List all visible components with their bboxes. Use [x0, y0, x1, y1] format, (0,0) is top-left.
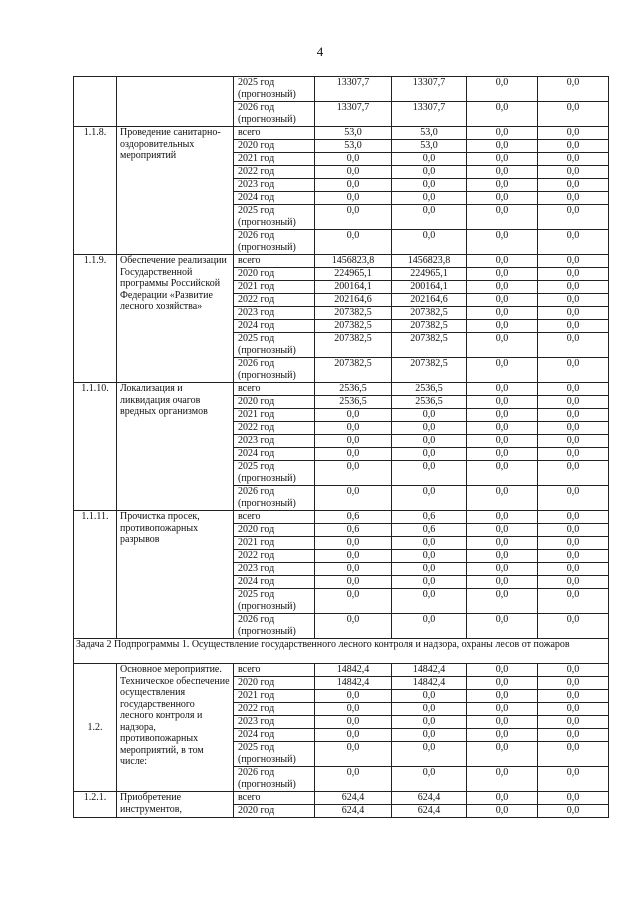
total-cell: 207382,5 [315, 320, 392, 333]
period-cell: 2024 год [234, 448, 315, 461]
total-cell: 1456823,8 [315, 255, 392, 268]
value-cell: 0,0 [467, 716, 538, 729]
total-cell: 2536,5 [315, 383, 392, 396]
total-cell: 14842,4 [315, 664, 392, 677]
total-cell: 0,6 [315, 511, 392, 524]
value-cell: 0,0 [538, 192, 609, 205]
value-cell: 0,0 [467, 486, 538, 511]
period-cell: 2024 год [234, 192, 315, 205]
value-cell: 0,0 [467, 255, 538, 268]
total-cell: 0,0 [315, 448, 392, 461]
value-cell: 0,0 [538, 281, 609, 294]
value-cell: 0,0 [392, 435, 467, 448]
value-cell: 624,4 [392, 805, 467, 818]
value-cell: 0,0 [392, 537, 467, 550]
total-cell: 0,0 [315, 576, 392, 589]
period-cell: всего [234, 127, 315, 140]
value-cell: 0,0 [467, 805, 538, 818]
period-cell: 2024 год [234, 320, 315, 333]
table-row [74, 255, 609, 268]
value-cell: 0,0 [467, 383, 538, 396]
total-cell: 0,0 [315, 461, 392, 486]
table-row [74, 127, 609, 140]
value-cell: 0,0 [467, 742, 538, 767]
value-cell: 0,0 [392, 230, 467, 255]
period-cell: 2025 год (прогнозный) [234, 461, 315, 486]
value-cell: 0,0 [392, 614, 467, 639]
value-cell: 0,0 [538, 396, 609, 409]
value-cell: 0,0 [392, 729, 467, 742]
value-cell: 0,0 [467, 281, 538, 294]
value-cell: 0,6 [392, 511, 467, 524]
value-cell: 0,0 [538, 127, 609, 140]
value-cell: 0,0 [467, 102, 538, 127]
value-cell: 0,0 [467, 576, 538, 589]
total-cell: 202164,6 [315, 294, 392, 307]
value-cell: 0,0 [538, 230, 609, 255]
value-cell: 0,0 [538, 333, 609, 358]
period-cell: 2023 год [234, 563, 315, 576]
total-cell: 0,0 [315, 729, 392, 742]
value-cell: 53,0 [392, 127, 467, 140]
value-cell: 207382,5 [392, 333, 467, 358]
value-cell: 0,0 [467, 333, 538, 358]
value-cell: 0,0 [467, 677, 538, 690]
period-cell: 2026 год (прогнозный) [234, 358, 315, 383]
value-cell: 624,4 [392, 792, 467, 805]
measure-code: 1.2.1. [74, 792, 117, 818]
total-cell: 200164,1 [315, 281, 392, 294]
measure-code: 1.1.11. [74, 511, 117, 639]
total-cell: 0,0 [315, 716, 392, 729]
value-cell: 0,0 [538, 409, 609, 422]
total-cell: 207382,5 [315, 358, 392, 383]
total-cell: 207382,5 [315, 333, 392, 358]
value-cell: 0,0 [467, 307, 538, 320]
value-cell: 0,0 [467, 268, 538, 281]
value-cell: 0,0 [467, 153, 538, 166]
measure-name [117, 77, 234, 127]
value-cell: 0,0 [538, 486, 609, 511]
value-cell: 0,0 [538, 435, 609, 448]
value-cell: 0,0 [467, 294, 538, 307]
value-cell: 0,0 [538, 153, 609, 166]
value-cell: 0,0 [467, 192, 538, 205]
value-cell: 0,0 [392, 742, 467, 767]
value-cell: 0,0 [538, 677, 609, 690]
value-cell: 207382,5 [392, 320, 467, 333]
period-cell: всего [234, 255, 315, 268]
total-cell: 0,0 [315, 742, 392, 767]
period-cell: 2026 год (прогнозный) [234, 102, 315, 127]
total-cell: 13307,7 [315, 102, 392, 127]
measure-code: 1.1.8. [74, 127, 117, 255]
measure-name: Обеспечение реализации Государственной программы Российской Федерации «Развитие лесного хозяйства» [117, 255, 234, 383]
value-cell: 0,0 [538, 102, 609, 127]
period-cell: 2026 год (прогнозный) [234, 486, 315, 511]
value-cell: 2536,5 [392, 396, 467, 409]
value-cell: 0,0 [538, 205, 609, 230]
value-cell: 0,0 [392, 422, 467, 435]
value-cell: 0,0 [538, 166, 609, 179]
value-cell: 0,0 [538, 550, 609, 563]
financing-table [73, 76, 609, 818]
value-cell: 0,0 [467, 563, 538, 576]
value-cell: 0,0 [392, 690, 467, 703]
period-cell: 2025 год (прогнозный) [234, 205, 315, 230]
value-cell: 0,0 [538, 358, 609, 383]
value-cell: 0,0 [392, 409, 467, 422]
table-row [74, 792, 609, 805]
table-body [74, 77, 609, 818]
value-cell: 0,0 [538, 805, 609, 818]
period-cell: 2022 год [234, 294, 315, 307]
value-cell: 0,0 [392, 767, 467, 792]
value-cell: 13307,7 [392, 102, 467, 127]
value-cell: 0,0 [538, 294, 609, 307]
value-cell: 53,0 [392, 140, 467, 153]
value-cell: 0,6 [392, 524, 467, 537]
period-cell: 2025 год (прогнозный) [234, 77, 315, 102]
period-cell: 2025 год (прогнозный) [234, 333, 315, 358]
total-cell: 0,6 [315, 524, 392, 537]
value-cell: 0,0 [392, 192, 467, 205]
period-cell: 2023 год [234, 179, 315, 192]
total-cell: 0,0 [315, 166, 392, 179]
total-cell: 0,0 [315, 563, 392, 576]
measure-name: Приобретение инструментов, [117, 792, 234, 818]
period-cell: 2020 год [234, 677, 315, 690]
table-row [74, 383, 609, 396]
value-cell: 0,0 [467, 550, 538, 563]
measure-code: 1.1.10. [74, 383, 117, 511]
value-cell: 0,0 [467, 358, 538, 383]
total-cell: 53,0 [315, 127, 392, 140]
measure-code [74, 77, 117, 127]
value-cell: 0,0 [467, 461, 538, 486]
total-cell: 0,0 [315, 767, 392, 792]
value-cell: 207382,5 [392, 358, 467, 383]
value-cell: 0,0 [538, 576, 609, 589]
period-cell: 2026 год (прогнозный) [234, 767, 315, 792]
total-cell: 0,0 [315, 153, 392, 166]
value-cell: 0,0 [538, 511, 609, 524]
total-cell: 0,0 [315, 589, 392, 614]
value-cell: 0,0 [467, 614, 538, 639]
value-cell: 0,0 [467, 690, 538, 703]
measure-name: Проведение санитарно-оздоровительных мероприятий [117, 127, 234, 255]
measure-code: 1.2. [74, 664, 117, 792]
value-cell: 0,0 [538, 589, 609, 614]
value-cell: 0,0 [467, 537, 538, 550]
value-cell: 0,0 [538, 422, 609, 435]
total-cell: 0,0 [315, 205, 392, 230]
value-cell: 0,0 [538, 742, 609, 767]
table-row [74, 511, 609, 524]
period-cell: 2026 год (прогнозный) [234, 614, 315, 639]
value-cell: 0,0 [467, 127, 538, 140]
value-cell: 202164,6 [392, 294, 467, 307]
value-cell: 0,0 [538, 461, 609, 486]
period-cell: всего [234, 511, 315, 524]
total-cell: 0,0 [315, 703, 392, 716]
value-cell: 0,0 [392, 563, 467, 576]
value-cell: 13307,7 [392, 77, 467, 102]
period-cell: 2020 год [234, 805, 315, 818]
total-cell: 0,0 [315, 550, 392, 563]
total-cell: 0,0 [315, 486, 392, 511]
value-cell: 0,0 [538, 690, 609, 703]
total-cell: 0,0 [315, 435, 392, 448]
value-cell: 0,0 [467, 179, 538, 192]
value-cell: 1456823,8 [392, 255, 467, 268]
value-cell: 0,0 [538, 563, 609, 576]
measure-name: Основное мероприятие. Техническое обеспечение осуществления государственного лесного контроля и надзора, противопожарных мероприятий, в том числе: [117, 664, 234, 792]
period-cell: 2021 год [234, 409, 315, 422]
period-cell: 2021 год [234, 690, 315, 703]
period-cell: 2022 год [234, 703, 315, 716]
value-cell: 0,0 [467, 792, 538, 805]
total-cell: 624,4 [315, 805, 392, 818]
value-cell: 0,0 [467, 435, 538, 448]
value-cell: 0,0 [467, 422, 538, 435]
value-cell: 0,0 [392, 589, 467, 614]
value-cell: 0,0 [538, 716, 609, 729]
task-heading: Задача 2 Подпрограммы 1. Осуществление государственного лесного контроля и надзора, охраны лесов от пожаров [74, 639, 609, 664]
total-cell: 0,0 [315, 409, 392, 422]
value-cell: 0,0 [467, 703, 538, 716]
value-cell: 0,0 [392, 716, 467, 729]
period-cell: всего [234, 664, 315, 677]
value-cell: 0,0 [467, 396, 538, 409]
total-cell: 224965,1 [315, 268, 392, 281]
total-cell: 14842,4 [315, 677, 392, 690]
total-cell: 0,0 [315, 537, 392, 550]
value-cell: 0,0 [467, 524, 538, 537]
measure-name: Локализация и ликвидация очагов вредных организмов [117, 383, 234, 511]
total-cell: 0,0 [315, 230, 392, 255]
value-cell: 0,0 [538, 703, 609, 716]
value-cell: 2536,5 [392, 383, 467, 396]
value-cell: 0,0 [538, 383, 609, 396]
value-cell: 0,0 [467, 166, 538, 179]
value-cell: 0,0 [467, 664, 538, 677]
total-cell: 624,4 [315, 792, 392, 805]
value-cell: 0,0 [467, 409, 538, 422]
value-cell: 0,0 [467, 767, 538, 792]
value-cell: 0,0 [538, 614, 609, 639]
value-cell: 0,0 [538, 320, 609, 333]
period-cell: 2025 год (прогнозный) [234, 742, 315, 767]
value-cell: 0,0 [538, 524, 609, 537]
period-cell: 2022 год [234, 166, 315, 179]
value-cell: 0,0 [392, 486, 467, 511]
period-cell: 2020 год [234, 396, 315, 409]
value-cell: 0,0 [467, 140, 538, 153]
value-cell: 14842,4 [392, 664, 467, 677]
value-cell: 0,0 [467, 448, 538, 461]
value-cell: 0,0 [467, 589, 538, 614]
total-cell: 0,0 [315, 690, 392, 703]
period-cell: 2024 год [234, 576, 315, 589]
total-cell: 0,0 [315, 192, 392, 205]
value-cell: 0,0 [467, 511, 538, 524]
task-row [74, 639, 609, 664]
value-cell: 0,0 [392, 576, 467, 589]
period-cell: 2023 год [234, 307, 315, 320]
table-row [74, 77, 609, 102]
page-number: 4 [316, 44, 324, 59]
value-cell: 0,0 [538, 179, 609, 192]
period-cell: 2023 год [234, 435, 315, 448]
value-cell: 200164,1 [392, 281, 467, 294]
value-cell: 0,0 [538, 307, 609, 320]
value-cell: 0,0 [538, 767, 609, 792]
value-cell: 0,0 [538, 140, 609, 153]
value-cell: 0,0 [538, 792, 609, 805]
period-cell: всего [234, 383, 315, 396]
period-cell: 2025 год (прогнозный) [234, 589, 315, 614]
value-cell: 0,0 [467, 205, 538, 230]
value-cell: 0,0 [392, 179, 467, 192]
value-cell: 0,0 [392, 153, 467, 166]
period-cell: всего [234, 792, 315, 805]
period-cell: 2023 год [234, 716, 315, 729]
total-cell: 13307,7 [315, 77, 392, 102]
period-cell: 2021 год [234, 153, 315, 166]
value-cell: 0,0 [538, 537, 609, 550]
period-cell: 2021 год [234, 281, 315, 294]
value-cell: 0,0 [467, 320, 538, 333]
value-cell: 0,0 [392, 205, 467, 230]
value-cell: 0,0 [392, 550, 467, 563]
period-cell: 2020 год [234, 524, 315, 537]
total-cell: 207382,5 [315, 307, 392, 320]
period-cell: 2020 год [234, 140, 315, 153]
period-cell: 2021 год [234, 537, 315, 550]
value-cell: 0,0 [392, 703, 467, 716]
period-cell: 2022 год [234, 422, 315, 435]
value-cell: 0,0 [538, 255, 609, 268]
value-cell: 224965,1 [392, 268, 467, 281]
value-cell: 0,0 [392, 461, 467, 486]
total-cell: 0,0 [315, 179, 392, 192]
value-cell: 0,0 [467, 729, 538, 742]
table-row [74, 664, 609, 677]
total-cell: 0,0 [315, 422, 392, 435]
total-cell: 53,0 [315, 140, 392, 153]
total-cell: 0,0 [315, 614, 392, 639]
value-cell: 0,0 [467, 77, 538, 102]
period-cell: 2022 год [234, 550, 315, 563]
total-cell: 2536,5 [315, 396, 392, 409]
value-cell: 0,0 [538, 268, 609, 281]
period-cell: 2020 год [234, 268, 315, 281]
value-cell: 0,0 [538, 664, 609, 677]
value-cell: 0,0 [538, 729, 609, 742]
value-cell: 14842,4 [392, 677, 467, 690]
value-cell: 0,0 [538, 448, 609, 461]
period-cell: 2026 год (прогнозный) [234, 230, 315, 255]
value-cell: 0,0 [392, 166, 467, 179]
value-cell: 0,0 [467, 230, 538, 255]
measure-name: Прочистка просек, противопожарных разрывов [117, 511, 234, 639]
value-cell: 0,0 [538, 77, 609, 102]
value-cell: 0,0 [392, 448, 467, 461]
period-cell: 2024 год [234, 729, 315, 742]
measure-code: 1.1.9. [74, 255, 117, 383]
value-cell: 207382,5 [392, 307, 467, 320]
